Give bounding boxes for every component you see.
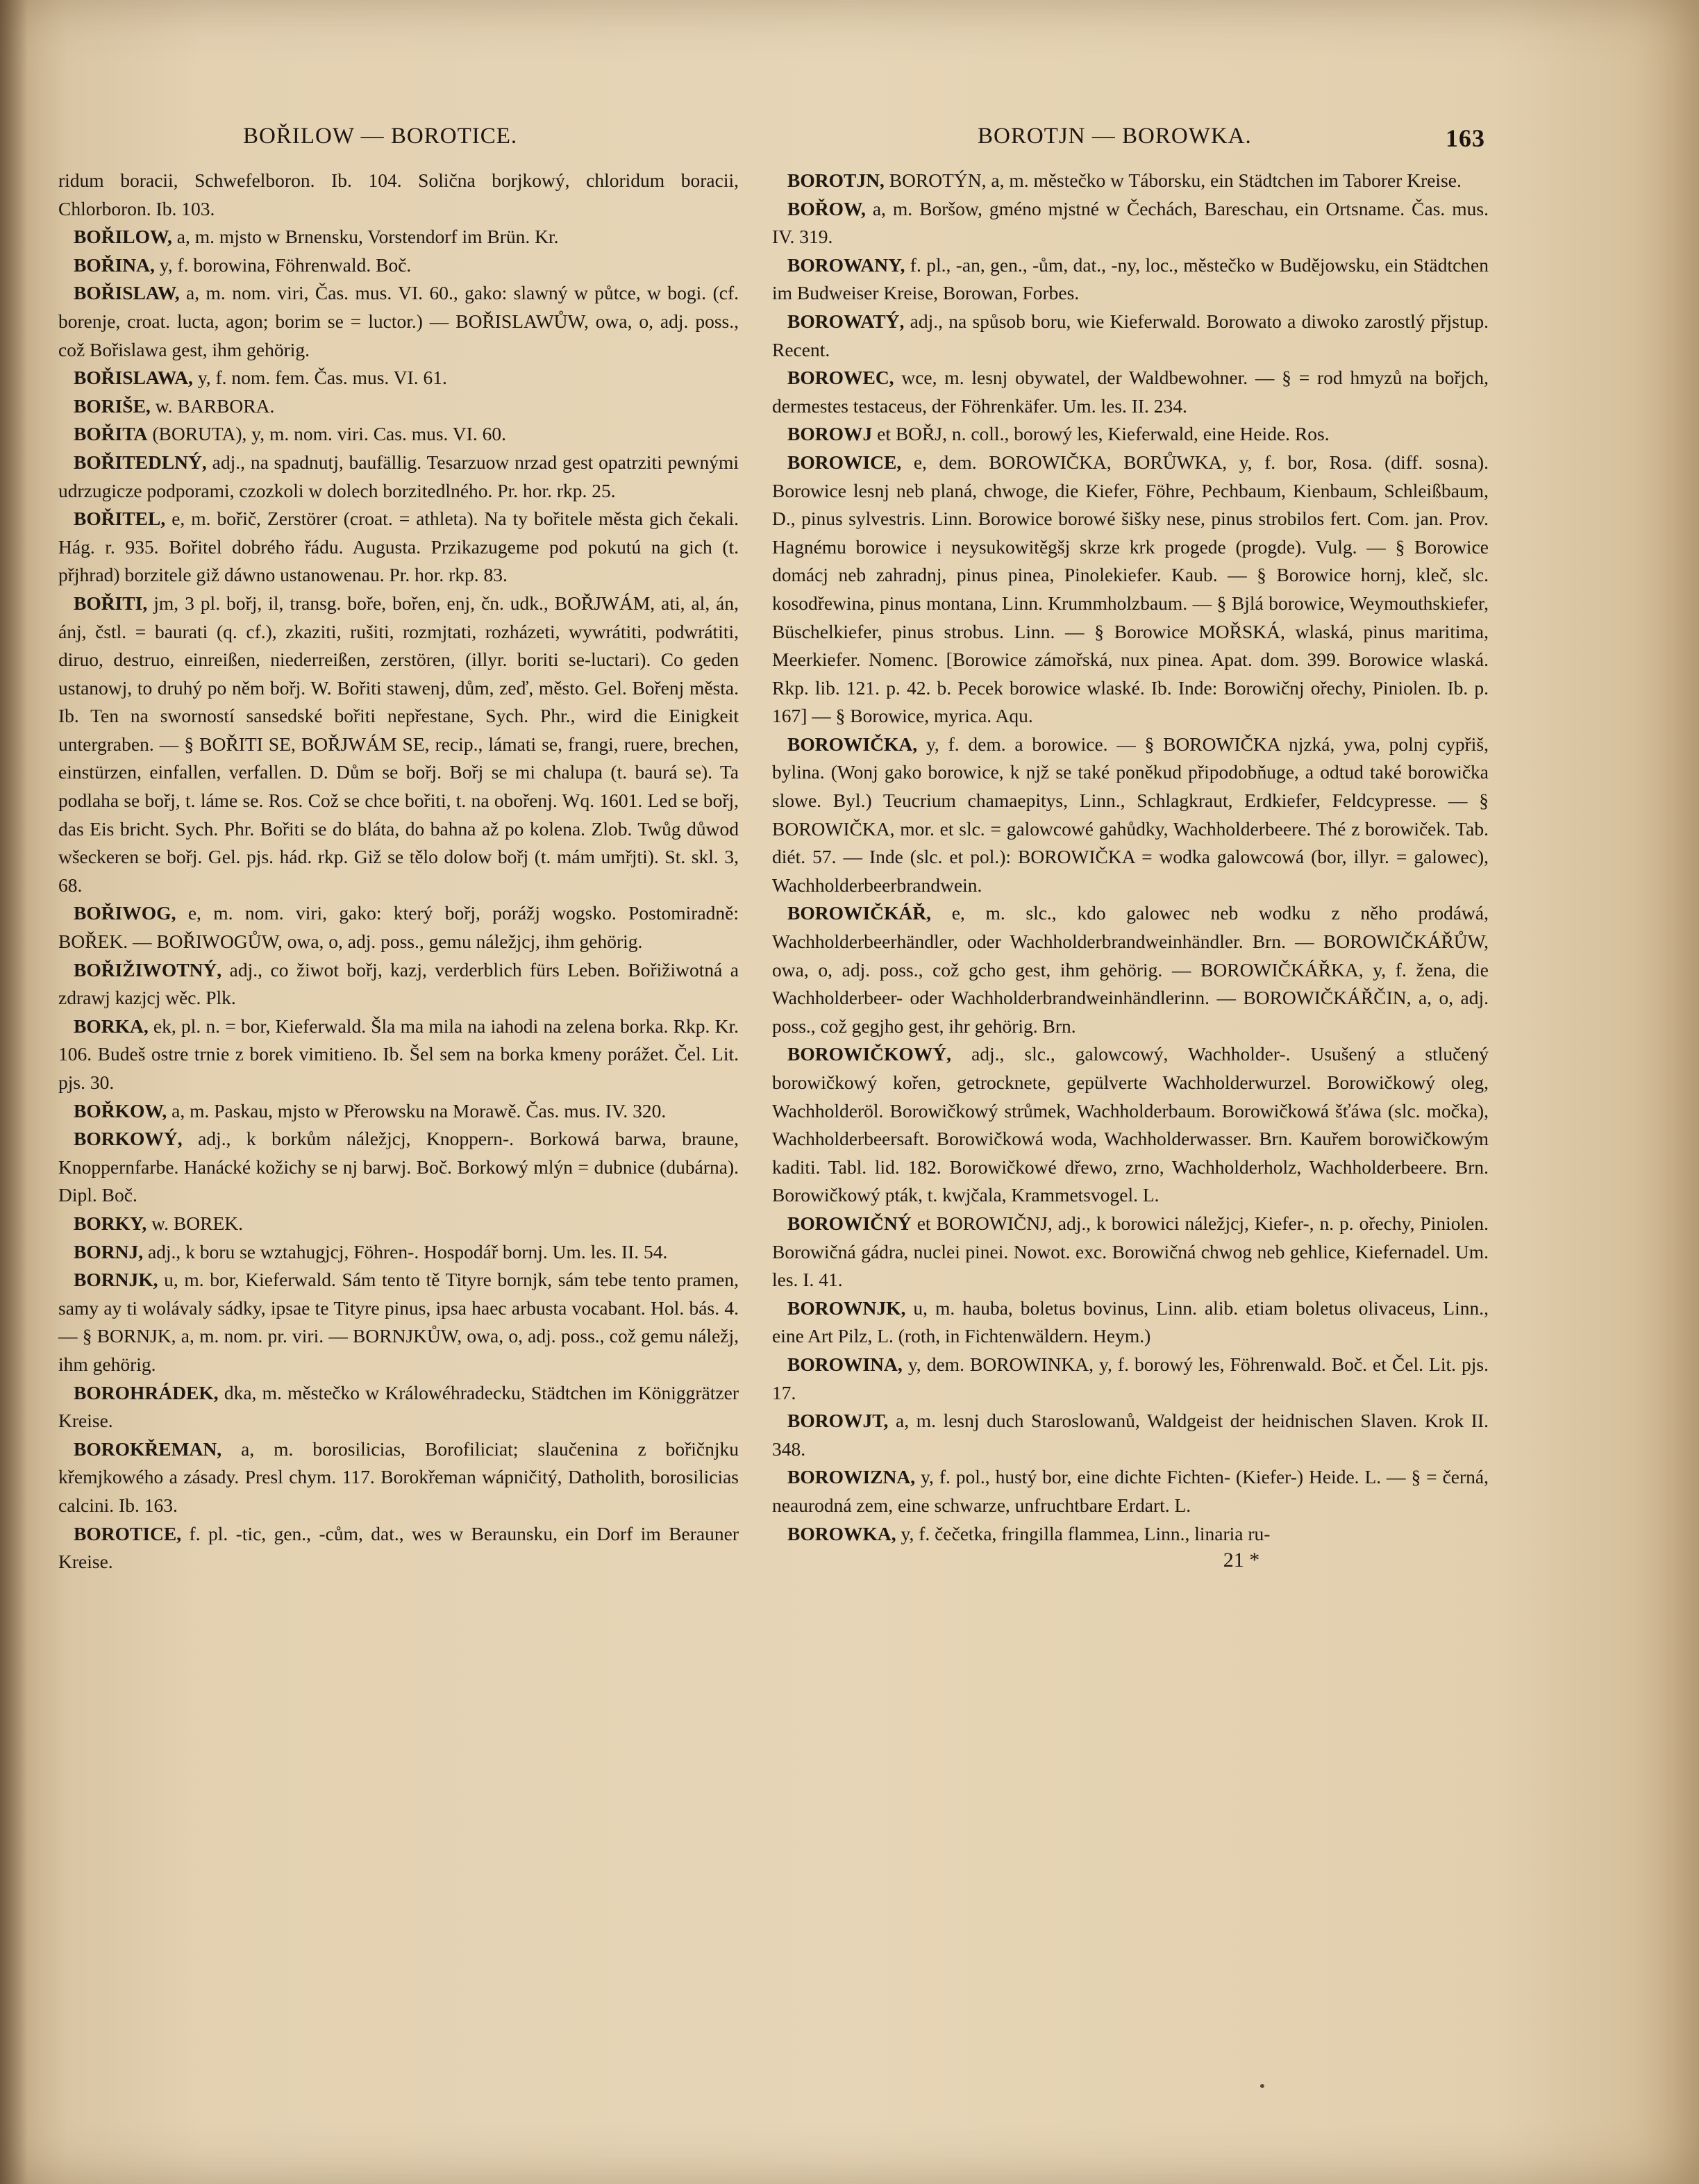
entry-text: a, m. Paskau, mjsto w Přerowsku na Morawě. Čas. mus. IV. 320. bbox=[171, 1099, 667, 1122]
entry-text: wce, m. lesnj obywatel, der Waldbewohner. — § = rod hmyzů na bořjch, dermestes testaceus, der Föhrenkäfer. Um. les. II. 234. bbox=[772, 367, 1489, 417]
entry-headword: BOŘISLAW, bbox=[74, 282, 180, 304]
dictionary-entry bbox=[58, 1266, 739, 1378]
entry-text: adj., slc., galowcowý, Wachholder-. Usušený a stlučený borowičkowý kořen, getrocknete, gepülverte Wachholderwurzel. Borowičkowý oleg, Wachholderöl. Borowičkowý strůmek, Wachholderbaum. Borowičkowá šťáwa (slc. močka), Wachholderbeersaft. Borowičkowá woda, Wachholderwasser. Brn. Kauřem borowičkowým kaditi. Tabl. lid. 182. Borowičkowé dřewo, zrno, Wachholderholz, Wachholderbeere. Brn. Borowičkowý pták, t. kwjčala, Krammetsvogel. L. bbox=[772, 1043, 1489, 1206]
entry-text: y, f. borowina, Föhrenwald. Boč. bbox=[159, 253, 412, 276]
entry-headword: BOROWATÝ, bbox=[787, 310, 905, 332]
entry-text: y, f. nom. fem. Čas. mus. VI. 61. bbox=[197, 367, 447, 389]
entry-headword: BOŘITEDLNÝ, bbox=[74, 451, 207, 473]
dictionary-entry bbox=[58, 505, 739, 590]
entry-headword: BOŘISLAWA, bbox=[74, 367, 193, 389]
entry-headword: BOŘIWOG, bbox=[74, 902, 176, 924]
dictionary-entry bbox=[58, 1125, 739, 1210]
entry-headword: BOROTJN, bbox=[787, 169, 885, 191]
entry-headword: BOROWIČNÝ bbox=[787, 1212, 912, 1234]
signature-mark: 21 * bbox=[1223, 1549, 1260, 1572]
page-number: 163 bbox=[1446, 124, 1485, 152]
entry-text: u, m. hauba, boletus bovinus, Linn. alib. etiam boletus olivaceus, Linn., eine Art Pilz, L. (roth, in Fichtenwäldern. Heym.) bbox=[772, 1297, 1489, 1347]
right-column bbox=[772, 167, 1489, 1575]
entry-text: y, f. pol., hustý bor, eine dichte Fichten- (Kiefer-) Heide. L. — § = černá, neaurodná zem, eine schwarze, unfruchtbare Erdart. L. bbox=[772, 1466, 1489, 1516]
dictionary-entry bbox=[58, 1012, 739, 1097]
running-head-right: BOROTJN — BOROWKA. bbox=[978, 124, 1252, 149]
dictionary-entry bbox=[772, 195, 1489, 251]
dictionary-entry bbox=[772, 308, 1489, 364]
entry-text: BOROTÝN, a, m. městečko w Táborsku, ein Städtchen im Taborer Kreise. bbox=[889, 169, 1462, 191]
dictionary-entry bbox=[772, 251, 1489, 308]
entry-text: adj., k boru se wztahugjcj, Föhren-. Hospodář bornj. Um. les. II. 54. bbox=[147, 1240, 668, 1262]
entry-headword: BORKY, bbox=[74, 1212, 147, 1234]
dictionary-entry bbox=[772, 731, 1489, 900]
dictionary-entry bbox=[58, 279, 739, 364]
dictionary-entry bbox=[772, 1294, 1489, 1351]
entry-headword: BORKA, bbox=[74, 1015, 149, 1037]
entry-headword: BOROWICE, bbox=[787, 451, 902, 473]
entry-text: y, dem. BOROWINKA, y, f. borowý les, Föhrenwald. Boč. et Čel. Lit. pjs. 17. bbox=[772, 1353, 1489, 1403]
entry-headword: BOROTICE, bbox=[74, 1522, 182, 1544]
dictionary-entry bbox=[772, 1407, 1489, 1463]
entry-headword: BOŘOW, bbox=[787, 197, 866, 219]
dictionary-entry bbox=[58, 1210, 739, 1238]
entry-text: u, m. bor, Kieferwald. Sám tento tě Tityre bornjk, sám tebe tento pramen, samy ay ti wolávaly sádky, ipsae te Tityre pinus, ipsa haec arbusta vocabant. Hol. bás. 4. — § BORNJK, a, m. nom. pr. viri. — BORNJKŮW, owa, o, adj. poss., což gemu náležj, ihm gehörig. bbox=[58, 1269, 739, 1375]
entry-headword: BOŘINA, bbox=[74, 253, 155, 276]
bottom-mark: • bbox=[1258, 2078, 1266, 2094]
dictionary-entry bbox=[58, 449, 739, 505]
dictionary-entry bbox=[772, 449, 1489, 731]
entry-headword: BOŘITA bbox=[74, 423, 148, 445]
entry-headword: BOROWINA, bbox=[787, 1353, 903, 1375]
entry-text: et BOROWIČNJ, adj., k borowici náležjcj, Kiefer-, n. p. ořechy, Piniolen. Borowičná gádra, nuclei pinei. Nowot. exc. Borowičná chwog neb gehlice, Kiefernadel. Um. les. I. 41. bbox=[772, 1212, 1489, 1291]
entry-headword: BOROWJT, bbox=[787, 1410, 889, 1432]
right-column-entries bbox=[772, 167, 1489, 1548]
dictionary-entry bbox=[58, 1238, 739, 1267]
dictionary-entry bbox=[772, 1463, 1489, 1519]
left-column bbox=[58, 167, 739, 1576]
entry-text: ek, pl. n. = bor, Kieferwald. Šla ma mila na iahodi na zelena borka. Rkp. Kr. 106. Budeš ostre trnie z borek vimitieno. Ib. Šel sem na borka kmeny porážet. Čel. Lit. pjs. 30. bbox=[58, 1015, 739, 1093]
dictionary-entry bbox=[58, 899, 739, 956]
entry-text: a, m. lesnj duch Staroslowanů, Waldgeist der heidnischen Slaven. Krok II. 348. bbox=[772, 1410, 1489, 1460]
entry-headword: BOŘILOW, bbox=[74, 226, 172, 248]
entry-text: ridum boracii, Schwefelboron. Ib. 104. Solična borjkowý, chloridum boracii, Chlorboron. Ib. 103. bbox=[58, 169, 739, 219]
entry-text: e, m. bořič, Zerstörer (croat. = athleta). Na ty bořitele města gich čekali. Hág. r. 935. Bořitel dobrého řádu. Augusta. Przikazugeme pod pokutú na gich (t. přjhrad) borzitele giž dáwno ustanowenau. Pr. hor. rkp. 83. bbox=[58, 508, 739, 586]
entry-headword: BOROWKA, bbox=[787, 1522, 896, 1544]
dictionary-entry bbox=[58, 223, 739, 251]
entry-text: a, m. borosilicias, Borofiliciat; slaučenina z bořičnjku křemjkowého a zásady. Presl chym. 117. Borokřeman wápničitý, Datholith, borosilicias calcini. Ib. 163. bbox=[58, 1437, 739, 1516]
dictionary-entry bbox=[772, 364, 1489, 420]
entry-headword: BORIŠE, bbox=[74, 394, 151, 417]
dictionary-entry bbox=[772, 1351, 1489, 1407]
entry-headword: BOROWEC, bbox=[787, 367, 894, 389]
dictionary-entry bbox=[58, 167, 739, 223]
entry-headword: BORNJ, bbox=[74, 1240, 144, 1262]
entry-text: f. pl. -tic, gen., -cům, dat., wes w Beraunsku, ein Dorf im Berauner Kreise. bbox=[58, 1522, 739, 1573]
running-head-left: BOŘILOW — BOROTICE. bbox=[243, 124, 518, 149]
entry-text: e, m. slc., kdo galowec neb wodku z něho prodáwá, Wachholderbeerhändler, oder Wachholderbrandweinhändler. Brn. — BOROWIČKÁŘŮW, owa, o, adj. poss., což gcho gest, ihm gehörig. — BOROWIČKÁŘKA, y, f. žena, die Wachholderbeer- oder Wachholderbrandweinhändlerinn. — BOROWIČKÁŘČIN, a, o, adj. poss., což gegjho gest, ihr gehörig. Brn. bbox=[772, 902, 1489, 1037]
dictionary-entry bbox=[58, 364, 739, 392]
entry-headword: BOŘITEL, bbox=[74, 508, 166, 530]
entry-headword: BOŘITI, bbox=[74, 592, 148, 614]
entry-text: e, dem. BOROWIČKA, BORŮWKA, y, f. bor, Rosa. (diff. sosna). Borowice lesnj neb planá, chwoge, die Kiefer, Föhre, Pechbaum, Kienbaum, Schleißbaum, D., pinus sylvestris. Linn. Borowice borowé šišky nese, pinus strobilos fert. Com. jan. Prov. Hagnému borowice i neysukowitěgšj skrze krk progede (progde). Vulg. — § Borowice domácj neb zahradnj, pinus pinea, Pinolekiefer. Kaub. — § Borowice hornj, kleč, slc. kosodřewina, pinus montana, Linn. Krummholzbaum. — § Bjlá borowice, Weymouthskiefer, Büschelkiefer, pinus strobus. Linn. — § Borowice MOŘSKÁ, wlaská, pinus maritima, Meerkiefer. Nomenc. [Borowice zámořská, nux pinea. Apat. dom. 399. Borowice wlaská. Rkp. lib. 121. p. 42. b. Pecek borowice wlaské. Ib. Inde: Borowičnj ořechy, Piniolen. Ib. p. 167] — § Borowice, myrica. Aqu. bbox=[772, 451, 1489, 727]
dictionary-entry bbox=[58, 392, 739, 421]
entry-text: w. BOREK. bbox=[151, 1212, 243, 1234]
binding-shadow bbox=[0, 0, 28, 2184]
entry-text: e, m. nom. viri, gako: který bořj, porážj wogsko. Postomiradně: BOŘEK. — BOŘIWOGŮW, owa, o, adj. poss., gemu náležjcj, ihm gehörig. bbox=[58, 902, 739, 953]
dictionary-entry bbox=[772, 1520, 1489, 1549]
dictionary-entry bbox=[772, 1210, 1489, 1294]
dictionary-entry bbox=[772, 420, 1489, 449]
dictionary-entry bbox=[58, 956, 739, 1012]
entry-headword: BOROWIČKOWÝ, bbox=[787, 1043, 952, 1065]
entry-headword: BOROWIČKA, bbox=[787, 733, 918, 755]
entry-text: et BOŘJ, n. coll., borowý les, Kieferwald, eine Heide. Ros. bbox=[877, 423, 1330, 445]
entry-text: w. BARBORA. bbox=[155, 394, 275, 417]
dictionary-entry bbox=[58, 1097, 739, 1126]
entry-headword: BOŘKOW, bbox=[74, 1099, 167, 1122]
dictionary-entry bbox=[58, 590, 739, 900]
entry-text: f. pl., -an, gen., -ům, dat., -ny, loc., městečko w Budějowsku, ein Städtchen im Budweiser Kreise, Borowan, Forbes. bbox=[772, 253, 1489, 304]
entry-text: adj., co žiwot bořj, kazj, verderblich fürs Leben. Bořižiwotná a zdrawj kazjcj wěc. Plk. bbox=[58, 958, 739, 1009]
entry-headword: BOROWIZNA, bbox=[787, 1466, 916, 1488]
entry-text: y, f. čečetka, fringilla flammea, Linn., linaria ru- bbox=[901, 1522, 1271, 1544]
entry-text: adj., k borkům náležjcj, Knoppern-. Borkowá barwa, braune, Knoppernfarbe. Hanácké kožichy se nj barwj. Boč. Borkowý mlýn = dubnice (dubárna). Dipl. Boč. bbox=[58, 1128, 739, 1206]
dictionary-entry bbox=[58, 251, 739, 280]
entry-text: adj., na spůsob boru, wie Kieferwald. Borowato a diwoko zarostlý přjstup. Recent. bbox=[772, 310, 1489, 360]
entry-headword: BORNJK, bbox=[74, 1269, 158, 1291]
entry-text: a, m. mjsto w Brnensku, Vorstendorf im Brün. Kr. bbox=[176, 226, 559, 248]
dictionary-entry bbox=[772, 167, 1489, 195]
entry-text: adj., na spadnutj, baufällig. Tesarzuow nrzad gest opatrziti pewnými udrzugicze podporami, czozkoli w dolech borzitedlného. Pr. hor. rkp. 25. bbox=[58, 451, 739, 501]
entry-headword: BORKOWÝ, bbox=[74, 1128, 183, 1150]
entry-headword: BOROWANY, bbox=[787, 253, 905, 276]
entry-text: y, f. dem. a borowice. — § BOROWIČKA njzká, ywa, polnj cypřiš, bylina. (Wonj gako borowice, k njž se také poněkud připodobňuge, a odtud také borowička slowe. Byl.) Teucrium chamaepitys, Linn., Schlagkraut, Erdkiefer, Feldcypresse. — § BOROWIČKA, mor. et slc. = galowcowé gahůdky, Wachholderbeere. Thé z borowiček. Tab. diét. 57. — Inde (slc. et pol.): BOROWIČKA = wodka galowcowá (bor, illyr. = galowec), Wachholderbeerbrandwein. bbox=[772, 733, 1489, 896]
dictionary-entry bbox=[58, 1379, 739, 1435]
entry-text: a, m. nom. viri, Čas. mus. VI. 60., gako: slawný w půtce, w bogi. (cf. borenje, croat. lucta, agon; borim se = luctor.) — BOŘISLAWŮW, owa, o, adj. poss., což Bořislawa gest, ihm gehörig. bbox=[58, 282, 739, 360]
entry-headword: BOROWNJK, bbox=[787, 1297, 906, 1319]
entry-headword: BOROWJ bbox=[787, 423, 873, 445]
dictionary-entry bbox=[772, 1040, 1489, 1210]
entry-text: a, m. Boršow, gméno mjstné w Čechách, Bareschau, ein Ortsname. Čas. mus. IV. 319. bbox=[772, 197, 1489, 248]
entry-headword: BOROHRÁDEK, bbox=[74, 1381, 219, 1403]
entry-headword: BOROKŘEMAN, bbox=[74, 1437, 222, 1460]
entry-headword: BOROWIČKÁŘ, bbox=[787, 902, 932, 924]
entry-headword: BOŘIŽIWOTNÝ, bbox=[74, 958, 222, 981]
entry-text: (BORUTA), y, m. nom. viri. Cas. mus. VI. 60. bbox=[152, 423, 506, 445]
dictionary-entry bbox=[58, 420, 739, 449]
dictionary-entry bbox=[58, 1520, 739, 1576]
entry-text: dka, m. městečko w Králowéhradecku, Städtchen im Königgrätzer Kreise. bbox=[58, 1381, 739, 1432]
dictionary-entry bbox=[58, 1435, 739, 1520]
dictionary-entry bbox=[772, 899, 1489, 1040]
entry-text: jm, 3 pl. bořj, il, transg. boře, bořen, enj, čn. udk., BOŘJWÁM, ati, al, án, ánj, čstl. = baurati (q. cf.), zkaziti, rušiti, rozmjtati, rozházeti, wywrátiti, podwrátiti, diruo, destruo, einreißen, niederreißen, zerstören, (illyr. boriti se-luctari). Co geden ustanowj, to druhý po něm bořj. W. Bořiti stawenj, dům, zeď, město. Gel. Bořenj města. Ib. Ten na sworností sansedské bořiti nepřestane, Sych. Phr., wird die Einigkeit untergraben. — § BOŘITI SE, BOŘJWÁM SE, recip., lámati se, frangi, ruere, brechen, einstürzen, einfallen, verfallen. D. Dům se bořj. Bořj se mi chalupa (t. baurá se). Ta podlaha se bořj, t. láme se. Ros. Což se chce bořiti, t. na obořenj. Wq. 1601. Led se bořj, das Eis bricht. Sych. Phr. Bořiti se do bláta, do bahna až po kolena. Zlob. Twůg důwod wšeckeren se bořj. Gel. pjs. hád. rkp. Giž se tělo dolow bořj (t. mám umřjti). St. skl. 3, 68. bbox=[58, 592, 739, 896]
